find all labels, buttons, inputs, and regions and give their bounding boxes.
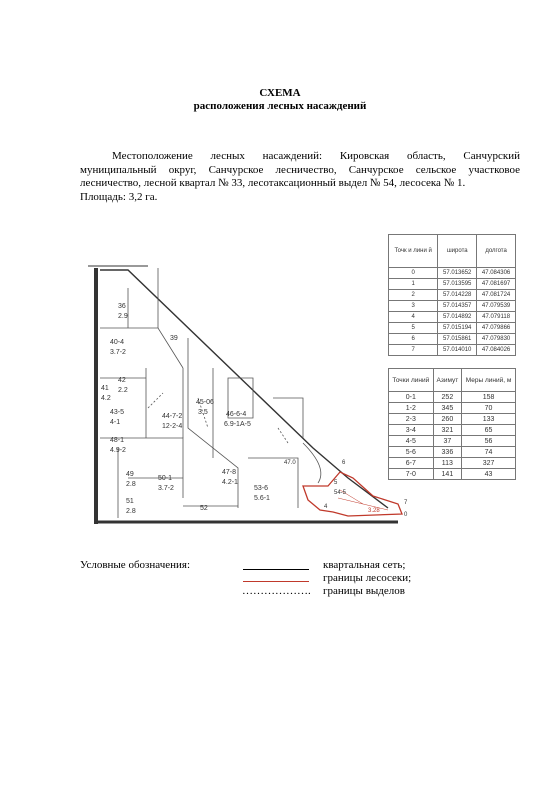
- table-cell: 0: [389, 268, 438, 279]
- map-label: 49: [126, 471, 134, 478]
- table-cell: 4: [389, 312, 438, 323]
- legend-cutting-line: [243, 581, 309, 582]
- table-cell: 57.014892: [438, 312, 477, 323]
- table-cell: 47.081724: [477, 290, 516, 301]
- document-subtitle: расположения лесных насаждений: [193, 100, 367, 112]
- legend-label-quarter: квартальная сеть;: [323, 559, 406, 571]
- table-cell: 43: [462, 469, 516, 480]
- map-label: 40-4: [110, 339, 125, 346]
- table-cell: 1: [389, 279, 438, 290]
- table-row: [389, 447, 516, 458]
- map-label: 4-1: [110, 419, 121, 426]
- column-header: Азимут: [433, 369, 461, 392]
- document-title: СХЕМА: [259, 87, 301, 99]
- table-cell: 345: [433, 403, 461, 414]
- map-label: 12-2-4: [162, 423, 183, 430]
- table-cell: 57.014010: [438, 345, 477, 356]
- table-row: [389, 334, 516, 345]
- table-cell: 133: [462, 414, 516, 425]
- table-cell: 3-4: [389, 425, 434, 436]
- table-cell: 57.014357: [438, 301, 477, 312]
- coordinates-table: [388, 234, 516, 356]
- table-cell: 260: [433, 414, 461, 425]
- map-label: 6.9-1A-5: [224, 421, 251, 428]
- table-cell: 5-6: [389, 447, 434, 458]
- table-row: [389, 458, 516, 469]
- table-cell: 57.013595: [438, 279, 477, 290]
- column-header: Точки линий: [389, 369, 434, 392]
- location-paragraph: Местоположение лесных насаждений: Кировская область, Санчурский муниципальный округ, Санчурское лесничество, Санчурское сельское участковое лесничество, лесной квартал № 33, лесотаксационный выдел № 54, лесосека № 1.: [80, 150, 520, 189]
- table-row: [389, 425, 516, 436]
- table-cell: 158: [462, 392, 516, 403]
- table-row: [389, 403, 516, 414]
- table-cell: 74: [462, 447, 516, 458]
- table-cell: 1-2: [389, 403, 434, 414]
- table-row: [389, 279, 516, 290]
- table-cell: 57.014228: [438, 290, 477, 301]
- map-label: 47-8: [222, 469, 237, 476]
- table-row: [389, 301, 516, 312]
- map-label: 54-5: [334, 490, 347, 496]
- map-label: 47.0: [284, 460, 296, 466]
- legend-label-cutting: границы лесосеки;: [323, 572, 412, 584]
- table-header-row: [389, 369, 516, 392]
- table-header-row: [389, 235, 516, 268]
- table-cell: 4-5: [389, 436, 434, 447]
- table-cell: 6: [389, 334, 438, 345]
- table-cell: 70: [462, 403, 516, 414]
- column-header: широта: [438, 235, 477, 268]
- map-label: 43-5: [110, 409, 125, 416]
- table-cell: 47.079539: [477, 301, 516, 312]
- map-label: 51: [126, 498, 134, 505]
- map-label: 53-6: [254, 485, 269, 492]
- map-label: 4: [324, 504, 328, 510]
- map-label: 44-7-2: [162, 413, 183, 420]
- azimuth-table: [388, 368, 516, 480]
- map-label: 3.7-2: [158, 485, 174, 492]
- map-label: 3.5: [198, 409, 208, 416]
- legend-label-sections: границы выделов: [323, 585, 405, 597]
- map-label: 42: [118, 377, 126, 384]
- map-label: 45-06: [196, 399, 214, 406]
- legend-dotted-line: ……………….: [242, 585, 311, 597]
- map-label: 36: [118, 303, 126, 310]
- table-cell: 141: [433, 469, 461, 480]
- table-cell: 0-1: [389, 392, 434, 403]
- forest-map: [88, 228, 418, 528]
- map-label: 3.7-2: [110, 349, 126, 356]
- table-row: [389, 392, 516, 403]
- table-cell: 47.079866: [477, 323, 516, 334]
- area-text: Площадь: 3,2 га.: [80, 191, 158, 203]
- map-label: 0: [404, 512, 408, 518]
- table-cell: 7: [389, 345, 438, 356]
- map-label: 6: [342, 460, 346, 466]
- table-cell: 327: [462, 458, 516, 469]
- table-cell: 5: [389, 323, 438, 334]
- table-cell: 37: [433, 436, 461, 447]
- map-label: 4.2-1: [222, 479, 238, 486]
- table-cell: 2: [389, 290, 438, 301]
- table-cell: 56: [462, 436, 516, 447]
- table-cell: 113: [433, 458, 461, 469]
- table-row: [389, 345, 516, 356]
- table-cell: 6-7: [389, 458, 434, 469]
- map-label: 2.2: [118, 387, 128, 394]
- table-row: [389, 436, 516, 447]
- map-label: 50-1: [158, 475, 173, 482]
- table-cell: 336: [433, 447, 461, 458]
- column-header: Точк и лини й: [389, 235, 438, 268]
- table-cell: 3: [389, 301, 438, 312]
- legend-quarter-line: [243, 569, 309, 570]
- table-row: [389, 312, 516, 323]
- map-label: 2.8: [126, 481, 136, 488]
- map-label: 46-6-4: [226, 411, 247, 418]
- map-label: 41: [101, 385, 109, 392]
- table-cell: 57.015194: [438, 323, 477, 334]
- map-label: 5: [334, 480, 338, 486]
- map-label: 7: [404, 500, 408, 506]
- table-cell: 7-0: [389, 469, 434, 480]
- table-cell: 2-3: [389, 414, 434, 425]
- table-cell: 252: [433, 392, 461, 403]
- legend-title: Условные обозначения:: [80, 559, 191, 571]
- table-cell: 47.081697: [477, 279, 516, 290]
- table-cell: 47.084306: [477, 268, 516, 279]
- map-label: 2.8: [126, 508, 136, 515]
- table-row: [389, 323, 516, 334]
- table-cell: 47.084026: [477, 345, 516, 356]
- table-cell: 321: [433, 425, 461, 436]
- map-label: 4.2: [101, 395, 111, 402]
- map-label: 52: [200, 505, 208, 512]
- map-label: 39: [170, 335, 178, 342]
- table-cell: 65: [462, 425, 516, 436]
- table-cell: 47.079830: [477, 334, 516, 345]
- map-label: 5.6-1: [254, 495, 270, 502]
- table-row: [389, 469, 516, 480]
- map-label: 4.9-2: [110, 447, 126, 454]
- table-cell: 47.079118: [477, 312, 516, 323]
- map-label: 2.9: [118, 313, 128, 320]
- table-row: [389, 268, 516, 279]
- table-row: [389, 290, 516, 301]
- map-label: 3.28: [368, 508, 380, 514]
- table-row: [389, 414, 516, 425]
- quarter-boundary-diagonal: [100, 270, 388, 508]
- column-header: Меры линий, м: [462, 369, 516, 392]
- table-cell: 57.015861: [438, 334, 477, 345]
- map-label: 48-1: [110, 437, 125, 444]
- table-cell: 57.013652: [438, 268, 477, 279]
- column-header: долгота: [477, 235, 516, 268]
